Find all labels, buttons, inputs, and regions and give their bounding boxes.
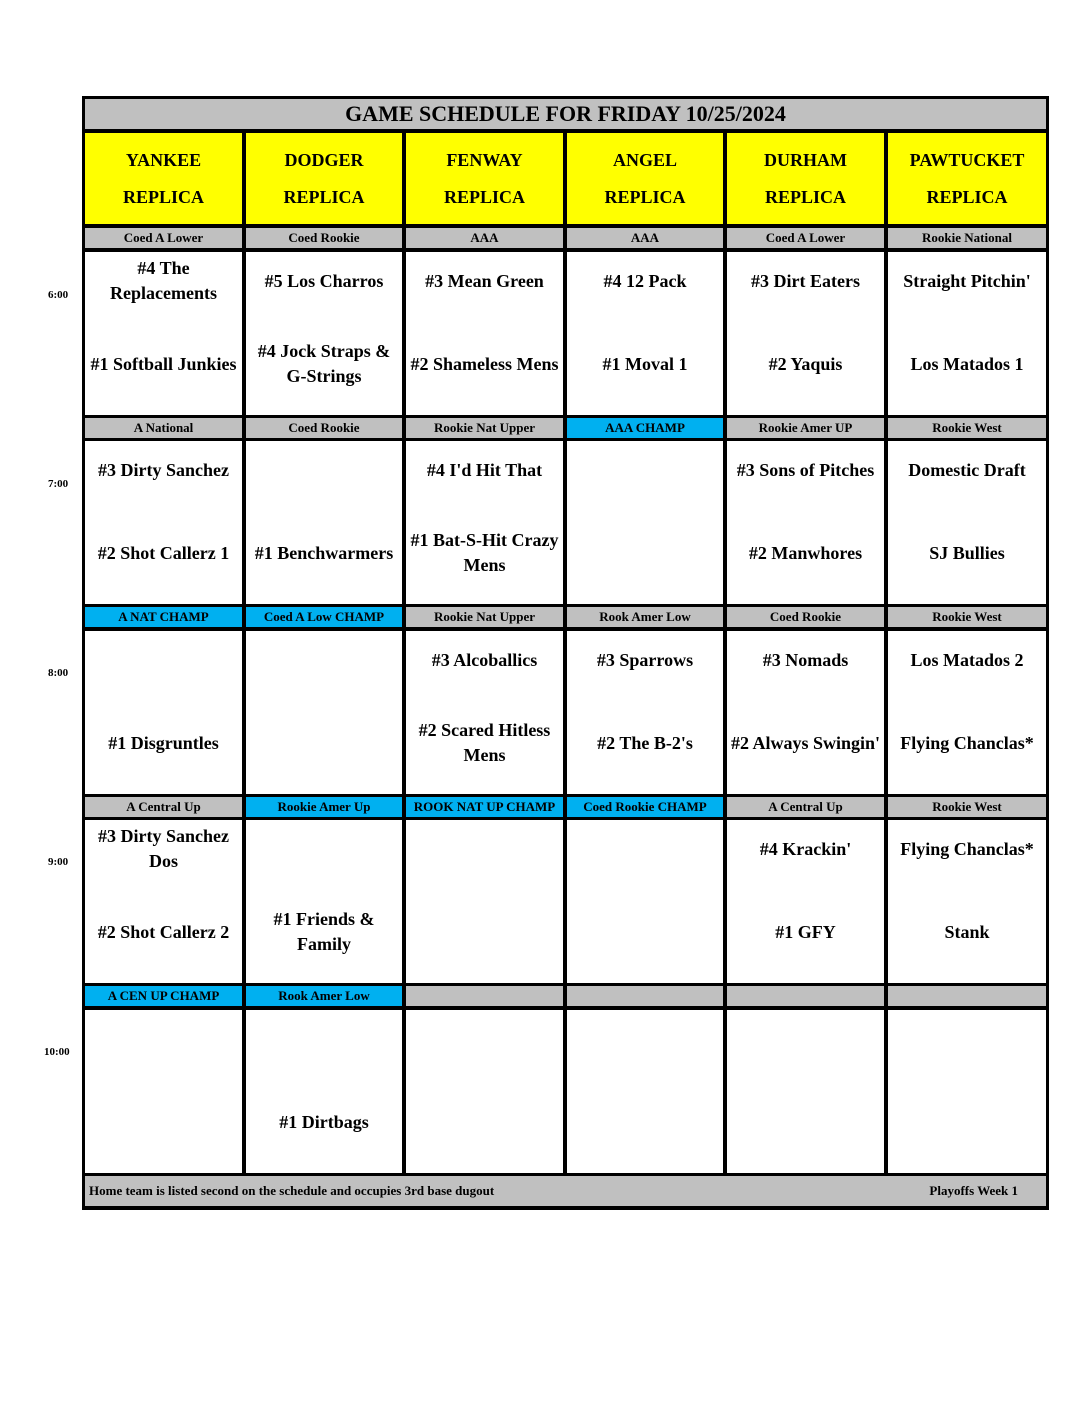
home-team bbox=[406, 1097, 563, 1147]
field-subtitle: REPLICA bbox=[926, 186, 1008, 207]
division-label: Rookie Nat Upper bbox=[406, 607, 563, 627]
away-team bbox=[567, 1014, 723, 1064]
time-label: 9:00 bbox=[48, 856, 69, 868]
game-cell bbox=[85, 1010, 242, 1173]
field-subtitle: REPLICA bbox=[764, 186, 846, 207]
game-cell bbox=[85, 631, 242, 794]
home-team: #2 Yaquis bbox=[768, 353, 843, 374]
division-label: AAA bbox=[406, 228, 563, 248]
division-label: A NAT CHAMP bbox=[85, 607, 242, 627]
game-cell bbox=[246, 441, 402, 604]
home-team bbox=[406, 907, 563, 957]
home-team: #2 Always Swingin' bbox=[730, 732, 881, 753]
home-team bbox=[567, 1097, 723, 1147]
home-team: #2 Shot Callerz 1 bbox=[97, 542, 230, 563]
division-label: Coed Rookie bbox=[246, 228, 402, 248]
time-label: 8:00 bbox=[48, 667, 69, 679]
home-team bbox=[727, 1097, 884, 1147]
division-label: ROOK NAT UP CHAMP bbox=[406, 797, 563, 817]
away-team: #3 Sons of Pitches bbox=[736, 459, 875, 480]
game-cell bbox=[85, 252, 242, 415]
field-header bbox=[246, 133, 402, 224]
game-cell bbox=[406, 252, 563, 415]
game-cell bbox=[567, 820, 723, 983]
game-cell bbox=[567, 252, 723, 415]
game-cell bbox=[406, 631, 563, 794]
field-header bbox=[85, 133, 242, 224]
home-team: #4 Jock Straps & G-Strings bbox=[257, 341, 391, 386]
away-team: #4 The Replacements bbox=[110, 258, 217, 303]
game-cell bbox=[727, 1010, 884, 1173]
away-team bbox=[246, 1014, 402, 1064]
game-cell bbox=[246, 820, 402, 983]
division-label: Rookie West bbox=[888, 607, 1046, 627]
home-team bbox=[567, 907, 723, 957]
field-name: ANGEL bbox=[612, 149, 677, 170]
game-cell bbox=[567, 631, 723, 794]
away-team: Flying Chanclas* bbox=[900, 838, 1034, 859]
field-header bbox=[727, 133, 884, 224]
home-team: #1 Disgruntles bbox=[108, 732, 219, 753]
game-cell bbox=[246, 1010, 402, 1173]
division-label: Rookie National bbox=[888, 228, 1046, 248]
away-team bbox=[888, 1014, 1046, 1064]
away-team: #3 Alcoballics bbox=[431, 649, 538, 670]
away-team bbox=[727, 1014, 884, 1064]
home-team: #1 Bat-S-Hit Crazy Mens bbox=[410, 530, 559, 575]
away-team: #3 Dirt Eaters bbox=[751, 270, 860, 291]
division-label: Rookie West bbox=[888, 418, 1046, 438]
game-cell bbox=[727, 252, 884, 415]
game-cell bbox=[406, 820, 563, 983]
home-team bbox=[888, 1097, 1046, 1147]
home-team: #1 Benchwarmers bbox=[254, 542, 394, 563]
away-team: Los Matados 2 bbox=[910, 649, 1024, 670]
away-team bbox=[406, 824, 563, 874]
field-name: FENWAY bbox=[446, 149, 523, 170]
game-cell bbox=[727, 631, 884, 794]
division-label: Rookie West bbox=[888, 797, 1046, 817]
game-cell bbox=[85, 441, 242, 604]
home-team: SJ Bullies bbox=[929, 542, 1005, 563]
game-cell bbox=[727, 820, 884, 983]
division-label: A CEN UP CHAMP bbox=[85, 986, 242, 1006]
away-team: #3 Mean Green bbox=[425, 270, 544, 291]
away-team bbox=[85, 635, 242, 685]
field-name: DODGER bbox=[284, 149, 364, 170]
away-team bbox=[567, 824, 723, 874]
field-name: PAWTUCKET bbox=[909, 149, 1025, 170]
game-cell bbox=[567, 441, 723, 604]
division-label: Coed Rookie bbox=[727, 607, 884, 627]
time-label: 7:00 bbox=[48, 478, 69, 490]
away-team: #3 Nomads bbox=[762, 649, 849, 670]
game-cell bbox=[888, 631, 1046, 794]
division-label: Rookie Amer UP bbox=[727, 418, 884, 438]
game-cell bbox=[888, 252, 1046, 415]
game-cell bbox=[246, 252, 402, 415]
division-label: Rook Amer Low bbox=[567, 607, 723, 627]
division-label: Coed Rookie CHAMP bbox=[567, 797, 723, 817]
field-header bbox=[406, 133, 563, 224]
away-team: Domestic Draft bbox=[908, 459, 1026, 480]
division-label bbox=[727, 986, 884, 1006]
field-header bbox=[567, 133, 723, 224]
away-team bbox=[567, 445, 723, 495]
away-team: #3 Sparrows bbox=[596, 649, 694, 670]
home-team bbox=[85, 1097, 242, 1147]
game-cell bbox=[888, 1010, 1046, 1173]
game-cell bbox=[406, 1010, 563, 1173]
footer-note: Home team is listed second on the schedule and occupies 3rd base dugout bbox=[89, 1183, 495, 1198]
time-label: 10:00 bbox=[44, 1046, 70, 1058]
division-label bbox=[888, 986, 1046, 1006]
away-team bbox=[85, 1014, 242, 1064]
schedule-title: GAME SCHEDULE FOR FRIDAY 10/25/2024 bbox=[85, 99, 1046, 129]
away-team: #4 I'd Hit That bbox=[426, 459, 543, 480]
home-team bbox=[567, 528, 723, 578]
home-team: #1 GFY bbox=[775, 921, 836, 942]
field-subtitle: REPLICA bbox=[604, 186, 686, 207]
field-subtitle: REPLICA bbox=[443, 186, 525, 207]
game-cell bbox=[567, 1010, 723, 1173]
away-team bbox=[246, 824, 402, 874]
away-team: #4 12 Pack bbox=[603, 270, 687, 291]
home-team: #1 Friends & Family bbox=[273, 909, 375, 954]
field-subtitle: REPLICA bbox=[122, 186, 204, 207]
game-cell bbox=[888, 441, 1046, 604]
field-name: DURHAM bbox=[764, 149, 847, 170]
away-team: #4 Krackin' bbox=[759, 838, 852, 859]
footer-week: Playoffs Week 1 bbox=[929, 1183, 1018, 1198]
division-label: Rookie Amer Up bbox=[246, 797, 402, 817]
division-label: A Central Up bbox=[727, 797, 884, 817]
division-label: Coed A Lower bbox=[727, 228, 884, 248]
schedule-table bbox=[82, 96, 1049, 1210]
home-team: #2 Manwhores bbox=[748, 542, 863, 563]
home-team: #1 Softball Junkies bbox=[90, 353, 237, 374]
game-cell bbox=[727, 441, 884, 604]
home-team: #2 Scared Hitless Mens bbox=[418, 720, 551, 765]
away-team: Straight Pitchin' bbox=[903, 270, 1031, 291]
division-label: Rookie Nat Upper bbox=[406, 418, 563, 438]
field-header bbox=[888, 133, 1046, 224]
time-label: 6:00 bbox=[48, 289, 69, 301]
game-cell bbox=[246, 631, 402, 794]
game-cell bbox=[888, 820, 1046, 983]
division-label: Rook Amer Low bbox=[246, 986, 402, 1006]
field-subtitle: REPLICA bbox=[283, 186, 365, 207]
home-team: #1 Moval 1 bbox=[602, 353, 688, 374]
home-team: Flying Chanclas* bbox=[900, 732, 1034, 753]
home-team: #2 The B-2's bbox=[597, 732, 693, 753]
away-team bbox=[406, 1014, 563, 1064]
home-team: Los Matados 1 bbox=[910, 353, 1024, 374]
division-label: AAA bbox=[567, 228, 723, 248]
game-cell bbox=[406, 441, 563, 604]
division-label: AAA CHAMP bbox=[567, 418, 723, 438]
division-label bbox=[567, 986, 723, 1006]
division-label: A National bbox=[85, 418, 242, 438]
home-team: #2 Shot Callerz 2 bbox=[97, 921, 230, 942]
home-team: #1 Dirtbags bbox=[279, 1111, 369, 1132]
home-team: #2 Shameless Mens bbox=[410, 353, 559, 374]
home-team bbox=[246, 718, 402, 768]
division-label: Coed A Lower bbox=[85, 228, 242, 248]
division-label: A Central Up bbox=[85, 797, 242, 817]
footer-bar bbox=[85, 1176, 1046, 1206]
home-team: Stank bbox=[944, 921, 990, 942]
away-team: #3 Dirty Sanchez Dos bbox=[98, 826, 229, 871]
away-team bbox=[246, 635, 402, 685]
division-label bbox=[406, 986, 563, 1006]
away-team: #5 Los Charros bbox=[264, 270, 384, 291]
game-cell bbox=[85, 820, 242, 983]
field-name: YANKEE bbox=[125, 149, 202, 170]
division-label: Coed A Low CHAMP bbox=[246, 607, 402, 627]
away-team bbox=[246, 445, 402, 495]
away-team: #3 Dirty Sanchez bbox=[98, 459, 229, 480]
division-label: Coed Rookie bbox=[246, 418, 402, 438]
